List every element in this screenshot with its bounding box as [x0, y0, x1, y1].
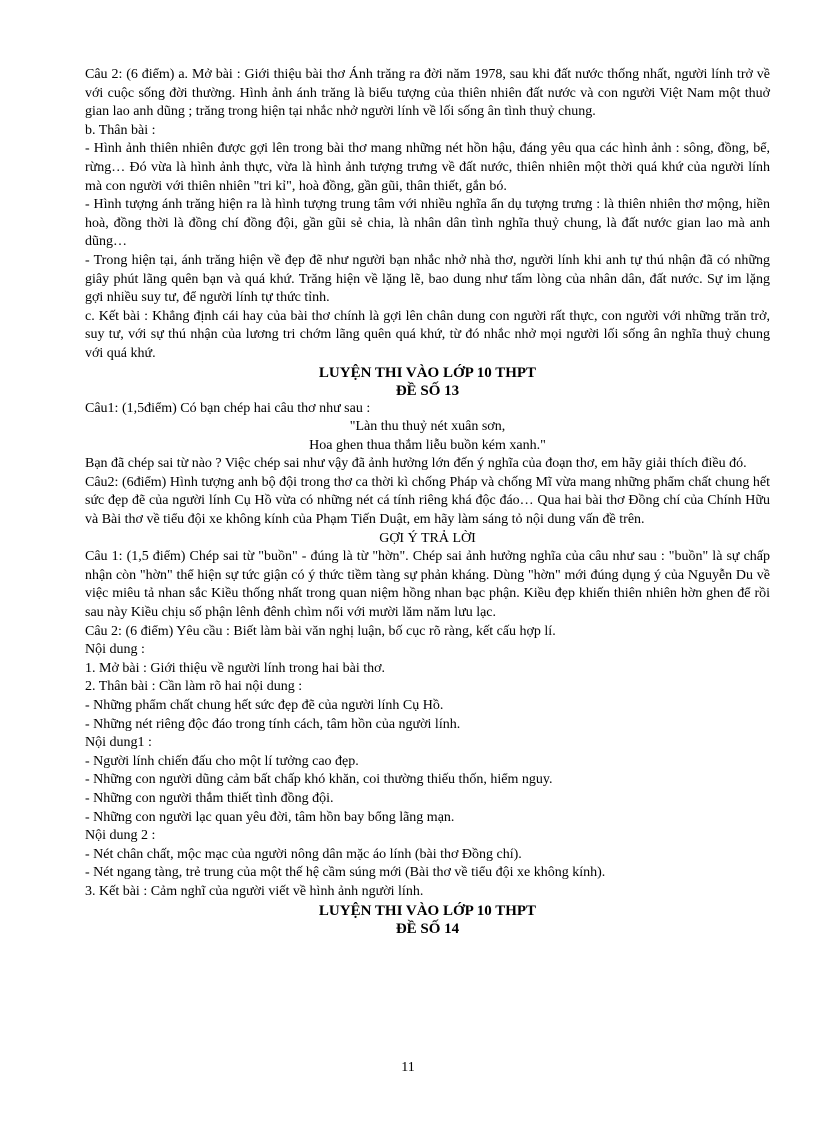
section-heading: ĐỀ SỐ 13: [395, 382, 460, 399]
page-number: 11: [401, 1060, 415, 1075]
paragraph: Câu1: (1,5điểm) Có bạn chép hai câu thơ như sau :: [85, 400, 371, 416]
paragraph: - Nét chân chất, mộc mạc của người nông dân mặc áo lính (bài thơ Đồng chí).: [85, 846, 522, 862]
paragraph: - Những con người thắm thiết tình đồng đội.: [85, 790, 334, 806]
document-page: [85, 66, 770, 938]
centered-line: GỢI Ý TRẢ LỜI: [379, 530, 476, 546]
paragraph: - Những nét riêng độc đáo trong tính cách, tâm hồn của người lính.: [85, 716, 461, 732]
paragraph: Nội dung 2 :: [85, 828, 156, 844]
paragraph: 1. Mở bài : Giới thiệu về người lính trong hai bài thơ.: [85, 660, 386, 676]
section-heading: LUYỆN THI VÀO LỚP 10 THPT: [318, 902, 537, 919]
paragraph: - Hình tượng ánh trăng hiện ra là hình tượng trung tâm với nhiều nghĩa ẩn dụ tượng trưng : là thiên nhiên thơ mộng, hiền hoà, đồng thời là đồng chí đồng đội, gần gũi sẻ chia, là nhân dân tình nghĩa thuỷ chung, là đất nước gian lao mà anh dũng…: [85, 197, 770, 250]
paragraph: Câu2: (6điểm) Hình tượng anh bộ đội trong thơ ca thời kì chống Pháp và chống Mĩ vừa mang những phẩm chất chung hết sức đẹp đẽ của người lính Cụ Hồ vừa có những nét cá tính riêng khá độc đáo… Qua hai bài thơ Đồng chí của Chính Hữu và Bài thơ về tiểu đội xe không kính của Phạm Tiến Duật, em hãy làm sáng tỏ nội dung vấn đề trên.: [85, 474, 770, 528]
section-heading: LUYỆN THI VÀO LỚP 10 THPT: [318, 364, 537, 381]
paragraph: - Hình ảnh thiên nhiên được gợi lên trong bài thơ mang những nét hồn hậu, đáng yêu qua các hình ảnh : sông, đồng, bể, rừng… Đó vừa là hình ảnh thực, vừa là hình ảnh tượng trưng về đất nước, thiên nhiên một thời quá khứ của người lính mà con người với thiên nhiên "tri kỉ", hoà đồng, gần gũi, thân thiết, gắn bó.: [85, 141, 770, 194]
paragraph: 2. Thân bài : Cần làm rõ hai nội dung :: [85, 679, 303, 695]
paragraph: 3. Kết bài : Cảm nghĩ của người viết về hình ảnh người lính.: [85, 883, 424, 899]
paragraph: Câu 2: (6 điểm) Yêu cầu : Biết làm bài văn nghị luận, bố cục rõ ràng, kết cấu hợp lí.: [85, 623, 556, 639]
paragraph: - Nét ngang tàng, trẻ trung của một thế hệ cầm súng mới (Bài thơ về tiểu đội xe không kính).: [85, 865, 606, 881]
paragraph: Câu 1: (1,5 điểm) Chép sai từ "buồn" - đúng là từ "hờn". Chép sai ảnh hưởng nghĩa của câu như sau : "buồn" là sự chấp nhận còn "hờn" thể hiện sự tức giận có ý thức tiềm tàng sự phản kháng. Dùng "hờn" mới đúng dụng ý của Nguyễn Du về việc miêu tả nhan sắc Kiều thống nhất trong quan niệm hồng nhan bạc phận. Kiều đẹp khiến thiên nhiên hờn ghen để rồi sau này Kiều chịu số phận lênh đênh chìm nổi với mười lăm năm lưu lạc.: [85, 549, 770, 621]
paragraph: - Những con người lạc quan yêu đời, tâm hồn bay bổng lãng mạn.: [85, 809, 455, 825]
paragraph: c. Kết bài : Khẳng định cái hay của bài thơ chính là gợi lên chân dung con người rất thực, con người với những trăn trở, suy tư, với sự thú nhận của lương tri chớm lãng quên quá khứ, từ đó nhắc nhở mọi người lối sống ân nghĩa thuỷ chung với quá khứ.: [85, 308, 770, 361]
paragraph: Bạn đã chép sai từ nào ? Việc chép sai như vậy đã ảnh hưởng lớn đến ý nghĩa của đoạn thơ, em hãy giải thích điều đó.: [85, 456, 747, 472]
paragraph: - Người lính chiến đấu cho một lí tưởng cao đẹp.: [85, 753, 359, 769]
centered-line: "Làn thu thuỷ nét xuân sơn,: [349, 419, 506, 435]
paragraph: - Những con người dũng cảm bất chấp khó khăn, coi thường thiếu thốn, hiểm nguy.: [85, 772, 553, 788]
paragraph: - Trong hiện tại, ánh trăng hiện về đẹp đẽ như người bạn nhắc nhở nhà thơ, người lính khi anh tự thú nhận đã có những giây phút lãng quên bạn và quá khứ. Trăng hiện về lặng lẽ, bao dung như tấm lòng của nhân dân, đất nước. Sự im lặng gợi nhiều suy tư, để người lính tự thức tỉnh.: [85, 252, 770, 306]
section-heading: ĐỀ SỐ 14: [395, 920, 460, 937]
paragraph: b. Thân bài :: [85, 122, 156, 138]
centered-line: Hoa ghen thua thắm liễu buồn kém xanh.": [309, 437, 546, 453]
paragraph: Câu 2: (6 điểm) a. Mở bài : Giới thiệu bài thơ Ánh trăng ra đời năm 1978, sau khi đất nước thống nhất, người lính trở về với cuộc sống đời thường. Hình ảnh ánh trăng là biểu tượng của thiên nhiên đất nước và con người Việt Nam một thuở gian lao anh dũng ; trăng trong hiện tại nhắc nhở người lính về lối sống ân tình thuỷ chung.: [85, 67, 770, 120]
paragraph: - Những phẩm chất chung hết sức đẹp đẽ của người lính Cụ Hồ.: [85, 698, 444, 713]
paragraph: Nội dung :: [85, 642, 145, 658]
paragraph: Nội dung1 :: [85, 735, 152, 751]
